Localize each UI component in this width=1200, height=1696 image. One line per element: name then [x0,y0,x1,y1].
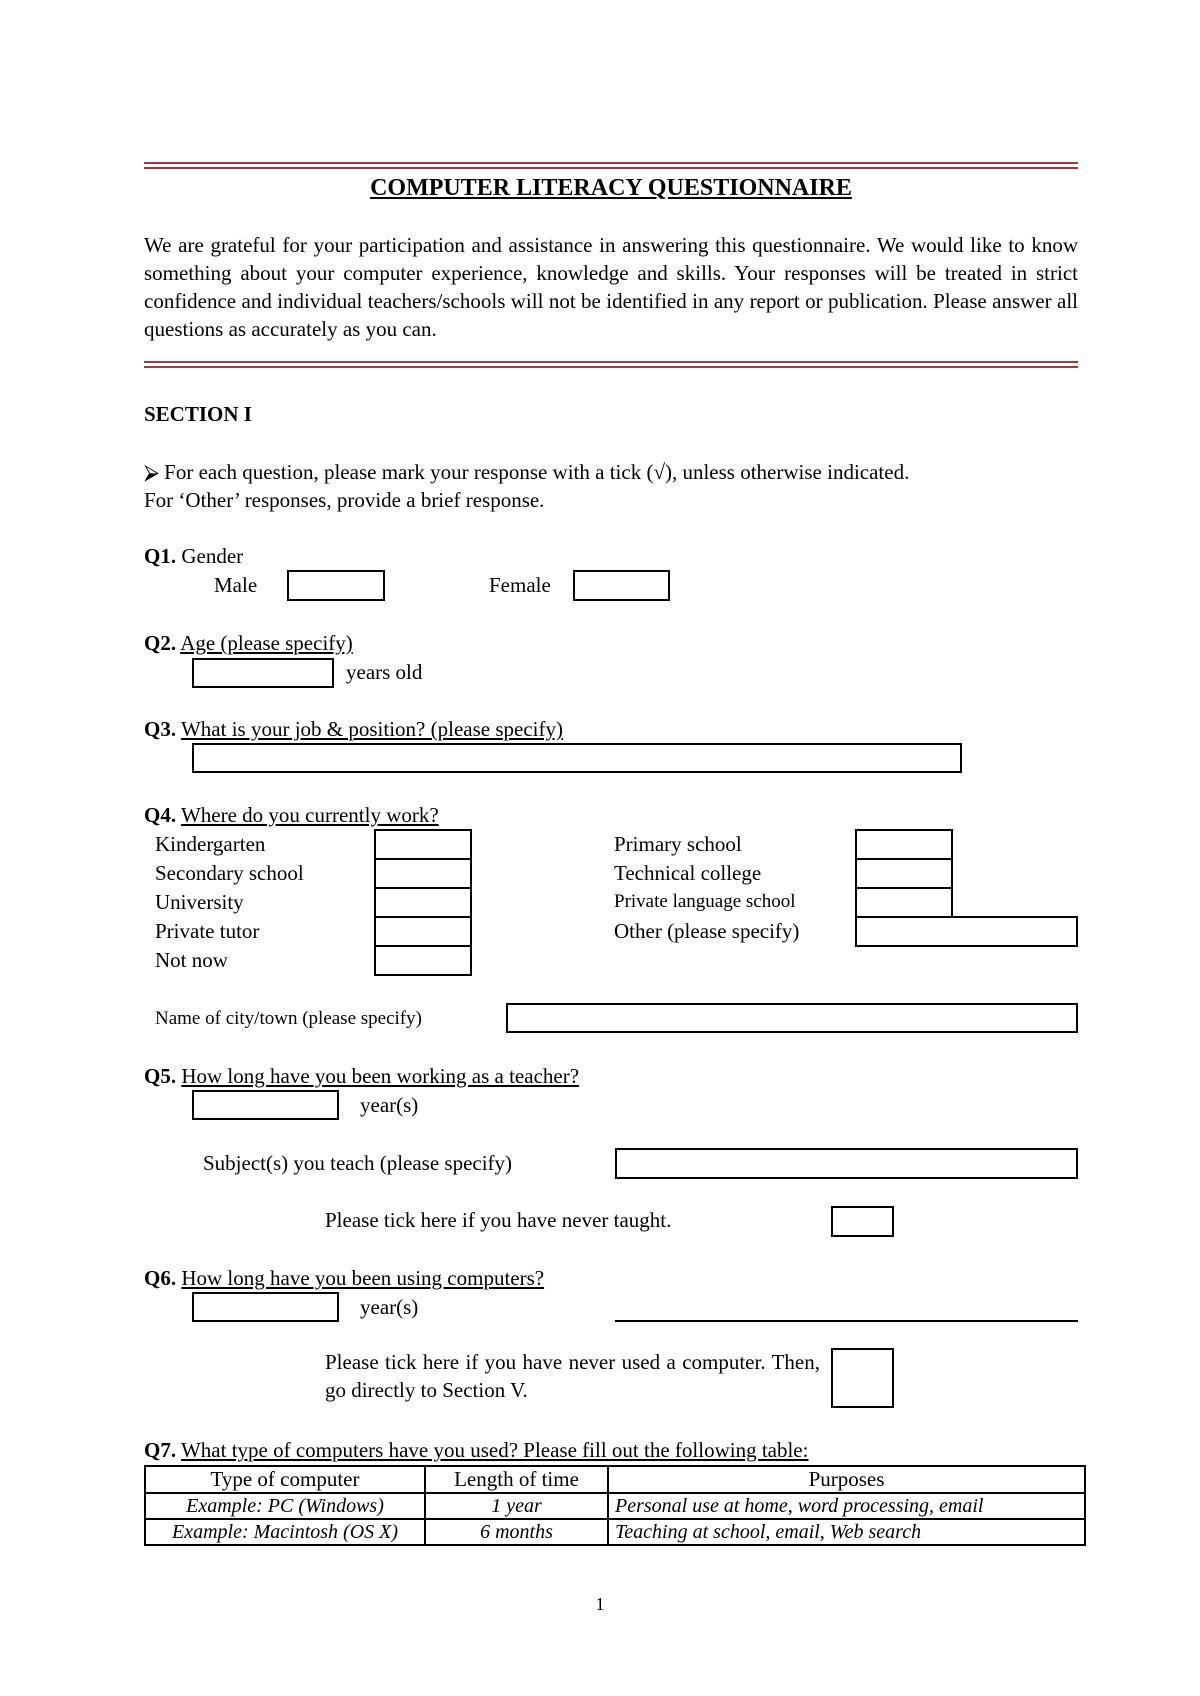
q5-never-taught-checkbox[interactable] [831,1206,894,1237]
bottom-rule-2 [144,366,1078,368]
q6-text: How long have you been using computers? [181,1266,545,1290]
table-cell-length: 6 months [425,1519,608,1545]
q5-number: Q5. [144,1064,177,1088]
q5-text: How long have you been working as a teacher? [181,1064,580,1088]
q4-primary-checkbox[interactable] [855,829,953,860]
q1-male-label: Male [214,573,258,597]
q4-option-secondary: Secondary school [155,861,304,885]
q3-number: Q3. [144,717,177,741]
q3-text: What is your job & position? (please specify) [180,717,563,741]
q6-number: Q6. [144,1266,177,1290]
table-cell-length: 1 year [425,1493,608,1519]
q4-kindergarten-checkbox[interactable] [374,829,472,860]
top-rule-2 [144,167,1078,169]
top-rule-1 [144,162,1078,164]
q6-never-used-label: Please tick here if you have never used a computer. Then, go directly to Section V. [325,1350,820,1402]
instruction-line-2: For ‘Other’ responses, provide a brief response. [144,488,545,512]
table-cell-purposes: Teaching at school, email, Web search [608,1519,1085,1545]
q4-city-input[interactable] [506,1003,1078,1033]
q2-number: Q2. [144,631,177,655]
table-cell-purposes: Personal use at home, word processing, email [608,1493,1085,1519]
q4-option-other: Other (please specify) [614,919,800,943]
q4-other-input[interactable] [855,916,1078,947]
q4-language-school-checkbox[interactable] [855,887,953,918]
table-row [145,1493,1085,1519]
q1-female-checkbox[interactable] [573,570,670,601]
table-cell-type: Example: Macintosh (OS X) [145,1519,425,1545]
q5-suffix: year(s) [360,1093,419,1117]
q4-option-private-tutor: Private tutor [155,919,260,943]
q4-text: Where do you currently work? [180,803,439,827]
q4-option-technical: Technical college [614,861,762,885]
q1-number: Q1. [144,544,177,568]
q4-city-label: Name of city/town (please specify) [155,1008,422,1029]
q5-years-input[interactable] [192,1090,339,1120]
instruction-text-1: For each question, please mark your response with a tick (√), unless otherwise indicated. [164,460,910,484]
page-number: 1 [595,1594,605,1614]
arrow-bullet-icon: ⮚ [144,460,159,484]
bottom-rule-1 [144,361,1078,363]
q4-label [144,803,439,828]
q6-suffix: year(s) [360,1295,419,1319]
q7-label [144,1438,808,1463]
q4-secondary-checkbox[interactable] [374,858,472,889]
q7-number: Q7. [144,1438,177,1462]
q2-label [144,631,353,656]
q4-number: Q4. [144,803,177,827]
q6-divider-line [615,1320,1078,1322]
q4-technical-checkbox[interactable] [855,858,953,889]
q6-never-used-checkbox[interactable] [831,1348,894,1408]
q5-subjects-label: Subject(s) you teach (please specify) [203,1151,513,1175]
q4-option-language-school: Private language school [614,891,796,912]
table-header-row [145,1466,1085,1493]
q4-private-tutor-checkbox[interactable] [374,916,472,947]
table-header-purposes: Purposes [608,1466,1085,1493]
q5-never-taught-label: Please tick here if you have never taught. [325,1208,672,1232]
table-header-length: Length of time [425,1466,608,1493]
q2-text: Age (please specify) [180,631,353,655]
intro-paragraph: We are grateful for your participation and assistance in answering this questionnaire. We would like to know something about your computer experience, knowledge and skills. Your responses will be treated in strict confidence and individual teachers/schools will not be identified in any report or publication. Please answer all questions as accurately as you can. [144,233,1078,341]
q4-option-kindergarten: Kindergarten [155,832,266,856]
q1-female-label: Female [489,573,551,597]
q4-not-now-checkbox[interactable] [374,945,472,976]
q1-male-checkbox[interactable] [287,570,385,601]
q6-label [144,1266,544,1291]
q3-label [144,717,563,742]
q1-text: Gender [181,544,244,568]
q7-text: What type of computers have you used? Please fill out the following table: [180,1438,809,1462]
q4-university-checkbox[interactable] [374,887,472,918]
q3-job-input[interactable] [192,743,962,773]
q5-label [144,1064,579,1089]
q7-computer-table [144,1465,1086,1546]
q2-age-input[interactable] [192,658,334,688]
q4-option-not-now: Not now [155,948,228,972]
q5-subjects-input[interactable] [615,1148,1078,1179]
table-header-type: Type of computer [145,1466,425,1493]
q4-option-university: University [155,890,244,914]
table-cell-type: Example: PC (Windows) [145,1493,425,1519]
q2-suffix: years old [346,660,423,684]
instruction-line-1 [144,460,909,485]
q1-label [144,544,243,569]
table-row [145,1519,1085,1545]
section-heading: SECTION I [144,402,252,426]
q4-option-primary: Primary school [614,832,742,856]
page-title: COMPUTER LITERACY QUESTIONNAIRE [370,175,852,201]
q6-years-input[interactable] [192,1292,339,1322]
